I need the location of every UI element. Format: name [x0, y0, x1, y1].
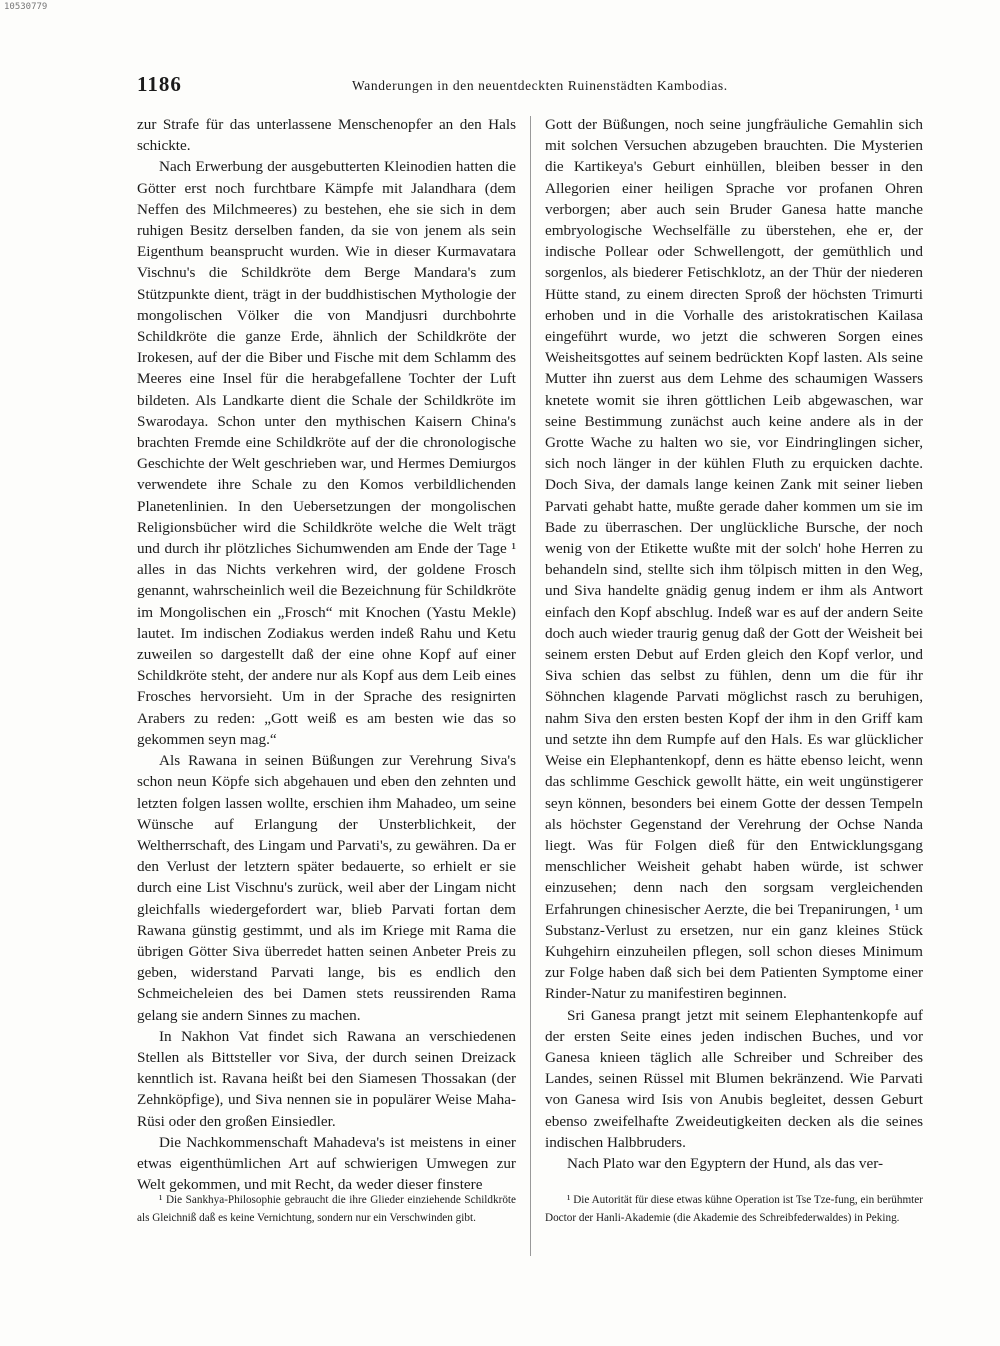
- footnote-left: [137, 1192, 516, 1227]
- right-column: [545, 114, 923, 1174]
- running-title: Wanderungen in den neuentdeckten Ruinenstädten Kambodias.: [352, 78, 728, 93]
- footnote-text: ¹ Die Autorität für diese etwas kühne Operation ist Tse Tze-fung, ein berühmter Doctor der Hanli-Akademie (die Akademie des Schreibfederwaldes) in Peking.: [545, 1194, 923, 1224]
- paragraph: Die Nachkommenschaft Mahadeva's ist meistens in einer etwas eigenthümlichen Art auf schwierigen Umwegen zur Welt gekommen, und mit Recht, da weder dieser finstere: [137, 1133, 516, 1194]
- paragraph: Nach Plato war den Egyptern der Hund, als das ver-: [567, 1154, 884, 1172]
- paragraph: zur Strafe für das unterlassene Menschenopfer an den Hals schickte.: [137, 116, 516, 155]
- left-column: [137, 114, 516, 1195]
- paragraph: Nach Erwerbung der ausgebutterten Kleinodien hatten die Götter erst noch furchtbare Kämpfe mit Jalandhara (dem Neffen des Milchmeeres) zu bestehen, ehe sie sich in dem ruhigen Besitz derselben fanden, da sie von jenem als sein Eigenthum beansprucht wurden. Wie in dieser Kurmavatara Vischnu's die Schildkröte dem Berge Mandara's zum Stützpunkte dient, trägt in der buddhistischen Mythologie der mongolischen Völker die von Mandjusri durchbohrte Schildkröte die ganze Erde, ähnlich der Schildkröte der Irokesen, auf der die Biber und Fische mit dem Schlamm des Meeres eine Insel für die herabgefallene Tochter der Luft bildeten. Als Landkarte dient die Schale der Schildkröte im Swarodaya. Schon unter den mythischen Kaisern China's brachten Fremde eine Schildkröte auf der die chronologische Geschichte der Welt geschrieben war, und Hermes Demiurgos verwendete ihre Schale zu den Komos verbildlichenden Planetenlinien. In den Uebersetzungen der mongolischen Religionsbücher wird die Schildkröte welche die Welt trägt und durch ihr plötzliches Sichumwenden am Ende der Tage ¹ alles in das Nichts verkehren wird, der goldene Frosch genannt, wahrscheinlich weil die Bezeichnung für Schildkröte im Mongolischen ein „Frosch“ mit Knochen (Yastu Mekle) lautet. Im indischen Zodiakus werden indeß Rahu und Ketu zuweilen so dargestellt daß der eine ohne Kopf auf einer Schildkröte steht, der andere nur als Kopf aus dem Leib eines Frosches hervorsieht. Um in der Sprache des resignirten Arabers zu reden: „Gott weiß es am besten wie das so gekommen seyn mag.“: [137, 158, 516, 748]
- scan-id: 10530779: [4, 2, 48, 12]
- footnote-right: [545, 1192, 923, 1227]
- paragraph: In Nakhon Vat findet sich Rawana an verschiedenen Stellen als Bittsteller vor Siva, der durch seinen Dreizack kenntlich ist. Ravana heißt bei den Siamesen Thossakan (der Zehnköpfige), und Siva nennen sie in populärer Weise Maha-Rüsi oder den großen Einsiedler.: [137, 1027, 516, 1130]
- paragraph: Sri Ganesa prangt jetzt mit seinem Elephantenkopfe auf der ersten Seite eines jeden indischen Buches, und vor Ganesa knieen täglich alle Schreiber und Schreiber des Landes, seinen Rüssel mit Blumen bekränzend. Wie Parvati von Ganesa wird Isis von Anubis begleitet, dessen Geburt ebenso zweifelhafte Zweideutigkeiten decken als die seines indischen Halbbruders.: [545, 1006, 923, 1151]
- footnote-text: ¹ Die Sankhya-Philosophie gebraucht die ihre Glieder einziehende Schildkröte als Gleichniß daß es keine Vernichtung, sondern nur ein Verschwinden gibt.: [137, 1194, 516, 1224]
- paragraph: Gott der Büßungen, noch seine jungfräuliche Gemahlin sich mit solchen Versuchen abzugeben brauchten. Die Mysterien die Kartikeya's Geburt einhüllen, bleiben besser in den Allegorien einer heiligen Sprache vor profanen Ohren verborgen; aber auch sein Bruder Ganesa hatte manche embryologische Wechselfälle zu überstehen, ehe er, der indische Pollear oder Schwellengott, der gemüthlich und sorgenlos, als biederer Fetischklotz, an der Thür der niederen Hütte stand, zu einem directen Sproß der höchsten Trimurti erhoben und in die Vorhalle des aristokratischen Kailasa eingeführt wurde, wo jetzt die schweren Sorgen eines Weisheitsgottes auf seinem bedrückten Kopf lasten. Als seine Mutter ihn zuerst aus dem Lehme des schaumigen Wassers knetete womit sie ihren göttlichen Leib abgewaschen, war seine Bestimmung zunächst auch keine andere als in der Grotte Wache zu halten wo sie, vor Eindringlingen sicher, sich noch länger in der kühlen Fluth zu erquicken dachte. Doch Siva, der damals lange keinen Zank mit seiner lieben Parvati gehabt hatte, mußte gerade daher kommen um sie im Bade zu überraschen. Der unglückliche Bursche, der noch wenig von der Etikette wußte mit der solch' hohe Herren zu behandeln sind, stellte sich ihm tölpisch mitten in den Weg, und Siva handelte gnädig genug indem er ihm als Antwort einfach den Kopf abschlug. Indeß war es auf der andern Seite doch auch wieder traurig genug daß der Gott der Weisheit bei seinem ersten Debut auf Erden gleich den Kopf verlor, und Siva schien das selbst zu fühlen, denn um die für ihr Söhnchen klagende Parvati möglichst rasch zu beruhigen, nahm Siva den ersten besten Kopf der ihm in den Griff kam und setzte ihn dem Rumpfe auf den Hals. Es war glücklicher Weise ein Elephantenkopf, denn es hätte ebenso leicht, wenn das schlimme Geschick gewollt hätte, ein weit ungünstigerer seyn können, besonders bei einem Gotte der dessen Tempeln als höchster Gegenstand der Verehrung der Ochse Nanda liegt. Was für Folgen dieß für den Entwicklungsgang menschlicher Weisheit gehabt haben würde, ist schwer einzusehen; denn nach den sorgsam vergleichenden Erfahrungen chinesischer Aerzte, die bei Trepanirungen, ¹ um Substanz-Verlust zu ersetzen, nur ein ganz kleines Stück Kuhgehirn einzuheilen pflegen, soll schon dieses Minimum zur Folge haben daß sich bei dem Patienten Symptome einer Rinder-Natur zu manifestiren beginnen.: [545, 116, 923, 1003]
- paragraph: Als Rawana in seinen Büßungen zur Verehrung Siva's schon neun Köpfe sich abgehauen und eben den zehnten und letzten folgen lassen wollte, erschien ihm Mahadeo, um seine Wünsche auf Erlangung der Unsterblichkeit, der Weltherrschaft, des Lingam und Parvati's, zu gewähren. Da er den Verlust der letztern später bedauerte, so erhielt er sie durch eine List Vischnu's zurück, weil aber der Lingam nicht gleichfalls wiedergefordert war, blieb Parvati fortan dem Rawana günstig gestimmt, und als im Kriege mit Rama die übrigen Götter Siva überredet hatten seinen Anbeter Preis zu geben, widerstand Parvati lange, bis es endlich den Schmeicheleien des bei Damen stets reussirenden Rama gelang sie andern Sinnes zu machen.: [137, 752, 516, 1024]
- column-divider: [530, 116, 531, 1256]
- page-number: 1186: [137, 72, 182, 96]
